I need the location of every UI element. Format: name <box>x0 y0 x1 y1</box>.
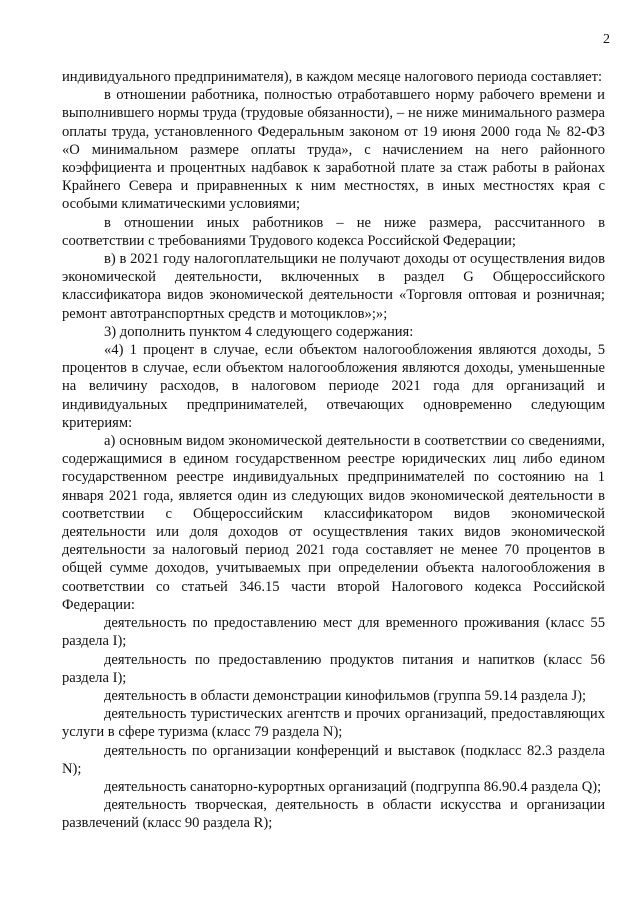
paragraph: индивидуального предпринимателя), в каждом месяце налогового периода составляет: <box>62 69 603 85</box>
paragraph: деятельность в области демонстрации кинофильмов (группа 59.14 раздела J); <box>104 687 587 704</box>
paragraph: деятельность санаторно-курортных организаций (подгруппа 86.90.4 раздела Q); <box>104 778 602 795</box>
page-number: 2 <box>603 32 610 47</box>
paragraph: деятельность по предоставлению продуктов питания и напитков (класс 56 раздела I); <box>62 651 605 686</box>
paragraph: в отношении иных работников – не ниже размера, рассчитанного в соответствии с требованиями Трудового кодекса Российской Федерации; <box>62 214 605 249</box>
document-body <box>62 68 605 833</box>
paragraph: а) основным видом экономической деятельности в соответствии со сведениями, содержащимися в едином государственном реестре юридических лиц либо едином государственном реестре индивидуальных предпринимателей по состоянию на 1 января 2021 года, является один из следующих видов экономической деятельности в соответствии с Общероссийским классификатором видов экономической деятельности или доля доходов от осуществления таких видов экономической деятельности за налоговый период 2021 года составляет не менее 70 процентов в общей сумме доходов, учитываемых при определении объекта налогообложения в соответствии со статьей 346.15 части второй Налогового кодекса Российской Федерации: <box>62 433 605 613</box>
paragraph: «4) 1 процент в случае, если объектом налогообложения являются доходы, 5 процентов в случае, если объектом налогообложения являются доходы, уменьшенные на величину расходов, в налоговом периоде 2021 года для организаций и индивидуальных предпринимателей, отвечающих одновременно следующим критериям: <box>62 342 605 431</box>
paragraph: деятельность туристических агентств и прочих организаций, предоставляющих услуги в сфере туризма (класс 79 раздела N); <box>62 706 605 741</box>
paragraph: 3) дополнить пунктом 4 следующего содержания: <box>104 323 414 340</box>
paragraph: деятельность по организации конференций и выставок (подкласс 82.3 раздела N); <box>62 742 605 777</box>
paragraph: деятельность творческая, деятельность в области искусства и организации развлечений (класс 90 раздела R); <box>62 797 605 832</box>
paragraph: в) в 2021 году налогоплательщики не получают доходы от осуществления видов экономической деятельности, включенных в раздел G Общероссийского классификатора видов экономической деятельности «Торговля оптовая и розничная; ремонт автотранспортных средств и мотоциклов»;»; <box>62 251 605 322</box>
paragraph: деятельность по предоставлению мест для временного проживания (класс 55 раздела I); <box>62 615 605 650</box>
paragraph: в отношении работника, полностью отработавшего норму рабочего времени и выполнившего нормы труда (трудовые обязанности), – не ниже минимального размера оплаты труда, установленного Федеральным законом от 19 июня 2000 года № 82-ФЗ «О минимальном размере оплаты труда», с начислением на него районного коэффициента и процентных надбавок к заработной плате за стаж работы в районах Крайнего Севера и приравненных к ним местностях, в иных местностях края с особыми климатическими условиями; <box>62 87 605 213</box>
